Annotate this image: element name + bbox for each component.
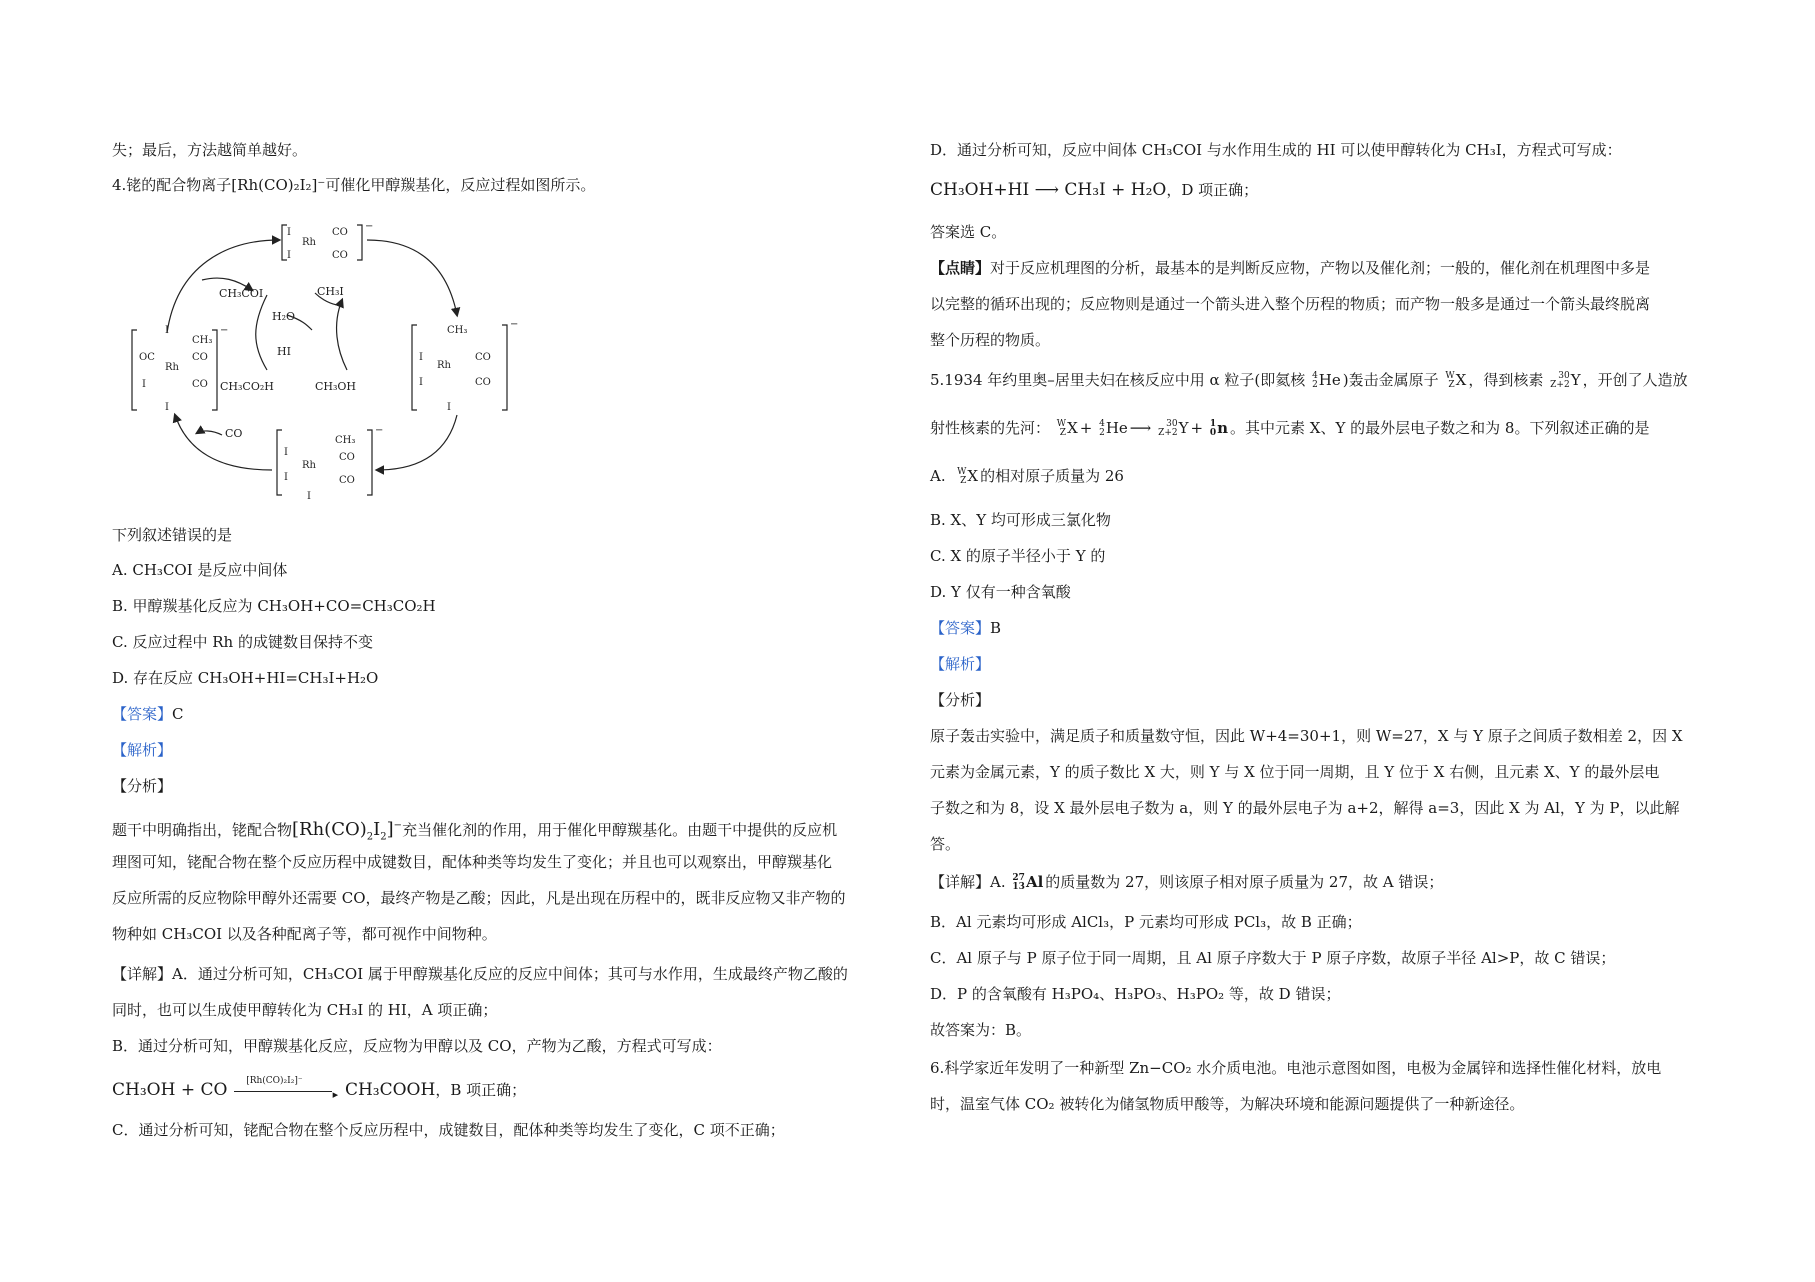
text-span: 的相对原子质量为 26 [980,467,1124,485]
paragraph-line: 反应所需的反应物除甲醇外还需要 CO，最终产物是乙酸；因此，凡是出现在历程中的，既非反应物又非产物的 [112,889,846,907]
detail-tag: 【详解】 [112,965,173,983]
option-5d: D. Y 仅有一种含氧酸 [930,583,1071,601]
equation: CH₃OH+HI ⟶ CH₃I + H₂O [930,180,1167,200]
nuclide-y: 30 Z+2Y [1550,371,1581,390]
option-5c: C. X 的原子半径小于 Y 的 [930,547,1106,565]
answer-value: C [172,705,184,723]
paragraph-line [112,816,837,848]
paragraph-line: 答。 [930,835,961,853]
text-span: 充当催化剂的作用，用于催化甲醇羰基化。由题干中提供的反应机 [402,821,838,839]
label-ch3coi: CH₃COI [219,287,264,300]
svg-text:Rh: Rh [302,460,316,471]
detail-line: D．通过分析可知，反应中间体 CH₃COI 与水作用生成的 HI 可以使甲醇转化为 CH₃I，方程式可写成： [930,141,1622,159]
text-span: 的质量数为 27，则该原子相对原子质量为 27，故 A 错误； [1045,873,1444,891]
detail-line: 故答案为：B。 [930,1021,1032,1039]
equation-note: ，B 项正确； [435,1081,527,1099]
detail-tag: 【详解】 [930,873,991,891]
question-6-stem: 时，温室气体 CO₂ 被转化为储氢物质甲酸等，为解决环境和能源问题提供了一种新途径。 [930,1095,1525,1113]
text-span: 射性核素的先河： [930,419,1051,437]
svg-text:I: I [165,402,169,413]
question-4-stem: 4.铑的配合物离子[Rh(CO)₂I₂]⁻可催化甲醇羰基化，反应过程如图所示。 [112,176,596,194]
question-4-ask: 下列叙述错误的是 [112,526,233,544]
detail-line: 同时，也可以生成使甲醇转化为 CH₃I 的 HI，A 项正确； [112,1001,498,1019]
option-5a [930,466,1124,486]
svg-text:−: − [510,319,519,330]
paragraph-line: 原子轰击实验中，满足质子和质量数守恒，因此 W+4=30+1，则 W=27，X 与 Y 原子之间质子数相差 2，因 X [930,727,1683,745]
question-6-stem: 6.科学家近年发明了一种新型 Zn−CO₂ 水介质电池。电池示意图如图，电极为金属锌和选择性催化材料，放电 [930,1059,1662,1077]
equation-b [112,1076,527,1101]
analysis-tag: 【解析】 [112,741,173,759]
detail-line: B．通过分析可知，甲醇羰基化反应，反应物为甲醇以及 CO，产物为乙酸，方程式可写成： [112,1037,722,1055]
label-ch3oh: CH₃OH [315,380,357,393]
svg-text:I: I [307,491,311,500]
svg-text:−: − [220,325,229,336]
nuclide-al: 27 13Al [1012,873,1044,892]
equation-rhs: CH₃COOH [344,1080,436,1100]
label-hi: HI [277,345,291,358]
nuclide-he: 4 2He [1099,419,1128,438]
svg-text:I: I [142,379,146,390]
svg-text:Rh: Rh [302,237,316,248]
svg-text:CO: CO [332,250,348,261]
svg-text:−: − [375,425,384,436]
option-label: A. [930,467,946,485]
label-ch3i: CH₃I [317,285,344,298]
text-line: 失；最后，方法越简单越好。 [112,141,308,159]
answer-tag: 【答案】 [930,619,991,637]
answer-line [112,704,184,724]
svg-text:CO: CO [192,379,208,390]
detail-line: C．通过分析可知，铑配合物在整个反应历程中，成键数目，配体种类等均发生了变化，C 项不正确； [112,1121,785,1139]
paragraph-line: 元素为金属元素，Y 的质子数比 X 大，则 Y 与 X 位于同一周期，且 Y 位于 X 右侧，且元素 X、Y 的最外层电 [930,763,1660,781]
option-5b: B. X、Y 均可形成三氯化物 [930,511,1111,529]
text-span: ，开创了人造放 [1582,371,1688,389]
fenxi-tag: 【分析】 [112,777,173,795]
text-span: A．通过分析可知，CH₃COI 属于甲醇羰基化反应的反应中间体；其可与水作用，生成最终产物乙酸的 [172,965,848,983]
svg-text:CO: CO [339,475,355,486]
answer-line [930,618,1001,638]
svg-text:CO: CO [332,227,348,238]
svg-text:OC: OC [139,352,155,363]
catalyst-label: [Rh(CO)₂I₂]⁻ [246,1076,303,1086]
reaction-arrow: [Rh(CO)₂I₂]⁻ ▸ [232,1081,340,1101]
paragraph-line: 理图可知，铑配合物在整个反应历程中成键数目，配体种类等均发生了变化；并且也可以观察出，甲醇羰基化 [112,853,833,871]
option-c: C. 反应过程中 Rh 的成键数目保持不变 [112,633,373,651]
question-5-stem [930,370,1688,390]
label-ch3co2h: CH₃CO₂H [220,380,274,393]
option-b: B. 甲醇羰基化反应为 CH₃OH+CO=CH₃CO₂H [112,597,436,615]
equation-lhs: CH₃OH + CO [112,1080,228,1100]
equation-d [930,180,1258,200]
answer-conclusion: 答案选 C。 [930,223,1007,241]
complex-formula: $[Rh(CO)_2I_2]^-$ [292,819,403,843]
detail-line [930,872,1443,892]
detail-line [112,964,848,984]
svg-text:I: I [284,472,288,483]
detail-line: D．P 的含氧酸有 H₃PO₄、H₃PO₃、H₃PO₂ 等，故 D 错误； [930,985,1341,1003]
option-d: D. 存在反应 CH₃OH+HI=CH₃I+H₂O [112,669,379,687]
svg-text:I: I [419,352,423,363]
text-span: )轰击金属原子 [1342,371,1439,389]
fenxi-tag: 【分析】 [930,691,991,709]
question-5-equation: 射性核素的先河： W ZX + 4 2He ⟶ 30 Z+2Y + 1 0n 。其中元素 X、Y 的最外层电子数之和为 8。下列叙述正确的是 [930,419,1650,438]
text-span: 题干中明确指出，铑配合物 [112,821,293,839]
detail-line: B．Al 元素均可形成 AlCl₃，P 元素均可形成 PCl₃，故 B 正确； [930,913,1362,931]
nuclide-x: W ZX [1445,371,1467,390]
label-h2o: H₂O [272,310,296,323]
svg-text:CO: CO [339,452,355,463]
svg-text:I: I [287,227,291,238]
label-co: CO [225,427,243,440]
svg-text:CH₃: CH₃ [447,325,468,336]
text-span: 5.1934 年约里奥–居里夫妇在核反应中用 α 粒子(即氦核 [930,371,1306,389]
equation-note: ，D 项正确； [1166,181,1259,199]
paragraph-line: 子数之和为 8，设 X 最外层电子数为 a，则 Y 的最外层电子为 a+2，解得 a=3，因此 X 为 Al，Y 为 P，以此解 [930,799,1680,817]
paragraph-line: 物种如 CH₃COI 以及各种配离子等，都可视作中间物种。 [112,925,497,943]
note-tag: 【点睛】 [930,259,991,277]
nuclide-x: W ZX [957,467,979,486]
answer-value: B [990,619,1002,637]
nuclide-y: 30 Z+2Y [1158,419,1189,438]
note-line: 整个历程的物质。 [930,331,1051,349]
note-line [930,258,1650,278]
nuclide-x: W ZX [1056,419,1078,438]
svg-text:I: I [165,325,169,336]
nuclide-he: 4 2He [1312,371,1341,390]
svg-text:I: I [447,402,451,413]
svg-text:Rh: Rh [437,360,451,371]
note-line: 以完整的循环出现的；反应物则是通过一个箭头进入整个历程的物质；而产物一般多是通过一个箭头最终脱离 [930,295,1651,313]
svg-text:CO: CO [475,352,491,363]
text-span: 对于反应机理图的分析，最基本的是判断反应物，产物以及催化剂；一般的，催化剂在机理图中多是 [990,259,1651,277]
text-span: ，得到核素 [1468,371,1544,389]
option-a: A. CH₃COI 是反应中间体 [112,561,288,579]
analysis-tag: 【解析】 [930,655,991,673]
svg-text:CO: CO [475,377,491,388]
answer-tag: 【答案】 [112,705,173,723]
svg-text:CH₃: CH₃ [335,435,356,446]
svg-text:CO: CO [192,352,208,363]
nuclide-n: 1 0n [1209,419,1229,438]
svg-text:CH₃: CH₃ [192,335,213,346]
svg-text:I: I [284,447,288,458]
svg-text:−: − [365,221,374,232]
svg-text:Rh: Rh [165,362,179,373]
detail-line: C．Al 原子与 P 原子位于同一周期，且 Al 原子序数大于 P 原子序数，故原子半径 Al>P，故 C 错误； [930,949,1616,967]
svg-text:I: I [419,377,423,388]
text-span: A. [990,873,1006,891]
catalytic-cycle-diagram [127,215,527,500]
text-span: 。其中元素 X、Y 的最外层电子数之和为 8。下列叙述正确的是 [1230,419,1650,437]
svg-text:I: I [287,250,291,261]
